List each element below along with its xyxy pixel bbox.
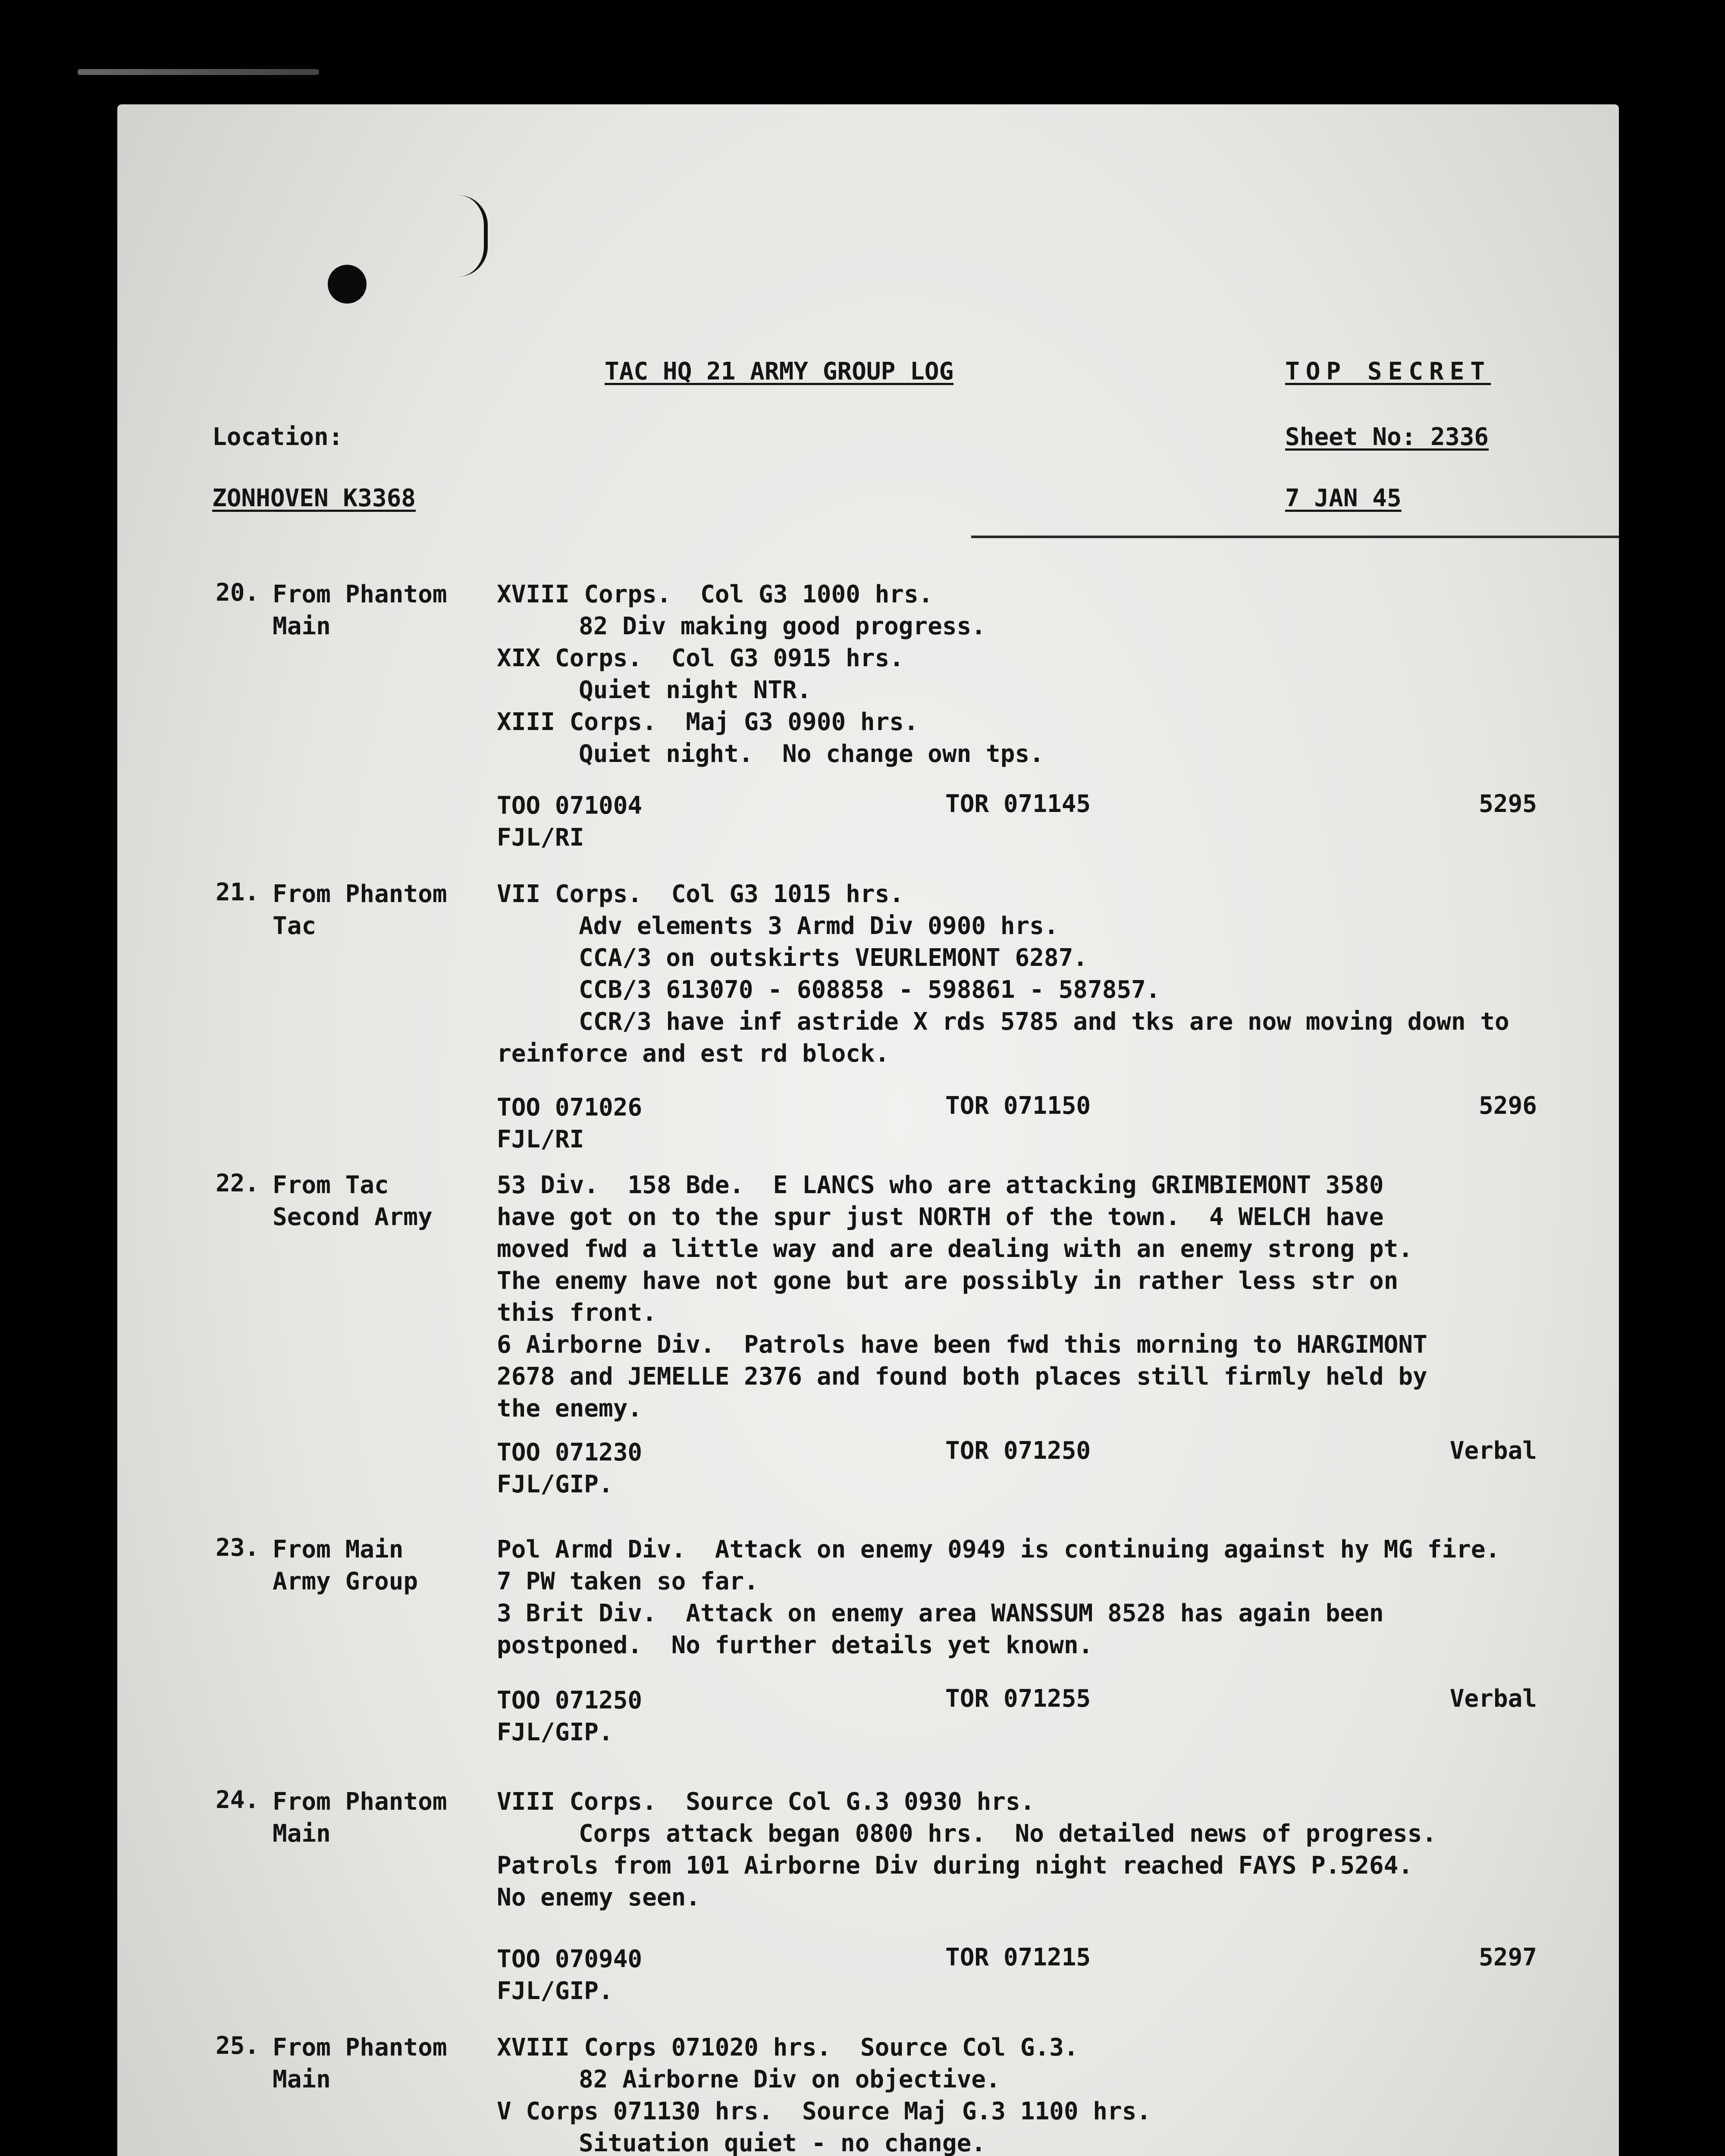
entry-line: this front. (497, 1299, 657, 1327)
entry-number: 25. (216, 2032, 260, 2060)
entry-line: The enemy have not gone but are possibly in rather less str on (497, 1267, 1399, 1295)
entry-line: reinforce and est rd block. (497, 1040, 890, 1068)
location-label: Location: (212, 423, 343, 451)
entry-line: CCB/3 613070 - 608858 - 598861 - 587857. (579, 976, 1160, 1004)
entry-line: 82 Div making good progress. (579, 612, 986, 640)
entry-source: From Phantom Main (273, 2034, 447, 2093)
entry-line: Pol Armd Div. Attack on enemy 0949 is continuing against hy MG fire. (497, 1536, 1500, 1564)
entry-number: 22. (216, 1169, 260, 1197)
entry-number: 20. (216, 579, 260, 607)
entry-source: From Phantom Main (273, 580, 447, 640)
scan-edge-mark (78, 69, 319, 75)
entry-line: CCA/3 on outskirts VEURLEMONT 6287. (579, 944, 1088, 972)
time-of-origin: TOO 071230 FJL/GIP. (497, 1438, 643, 1498)
entry-line: XIX Corps. Col G3 0915 hrs. (497, 644, 904, 672)
entry-body (497, 878, 1567, 1070)
ink-mark (436, 195, 488, 277)
entry-body (497, 1534, 1567, 1661)
entry-line: moved fwd a little way and are dealing with an enemy strong pt. (497, 1235, 1413, 1263)
entry-line: VIII Corps. Source Col G.3 0930 hrs. (497, 1788, 1035, 1816)
entry-line: the enemy. (497, 1395, 643, 1423)
time-of-origin: TOO 071026 FJL/RI (497, 1094, 643, 1153)
entry-source: From Phantom Main (273, 1788, 447, 1848)
entry-source: From Main Army Group (273, 1536, 418, 1595)
time-of-receipt: TOR 071215 (945, 1943, 1091, 1971)
entry-body (497, 1169, 1567, 1425)
entry-line: V Corps 071130 hrs. Source Maj G.3 1100 hrs. (497, 2097, 1151, 2125)
entry-line: have got on to the spur just NORTH of the town. 4 WELCH have (497, 1203, 1384, 1231)
entry-number: 24. (216, 1786, 260, 1814)
entry-line: 53 Div. 158 Bde. E LANCS who are attacking GRIMBIEMONT 3580 (497, 1171, 1384, 1199)
entry-body (497, 1786, 1567, 1914)
entry-line: Quiet night NTR. (579, 676, 812, 704)
message-reference: 5297 (1479, 1943, 1537, 1971)
entry-line: XVIII Corps 071020 hrs. Source Col G.3. (497, 2034, 1079, 2062)
entry-line: 3 Brit Div. Attack on enemy area WANSSUM 8528 has again been (497, 1599, 1384, 1627)
log-date: 7 JAN 45 (1285, 484, 1402, 512)
time-of-receipt: TOR 071150 (945, 1092, 1091, 1120)
entry-line: 2678 and JEMELLE 2376 and found both places still firmly held by (497, 1363, 1427, 1391)
entry-source: From Phantom Tac (273, 880, 447, 940)
entry-line: Corps attack began 0800 hrs. No detailed news of progress. (579, 1820, 1437, 1848)
entry-line: 82 Airborne Div on objective. (579, 2065, 1000, 2093)
entry-line: XIII Corps. Maj G3 0900 hrs. (497, 708, 919, 736)
entry-line: No enemy seen. (497, 1883, 701, 1912)
punch-hole (328, 265, 367, 304)
entry-number: 21. (216, 878, 260, 906)
document-sheet (117, 104, 1619, 2156)
entry-line: CCR/3 have inf astride X rds 5785 and tks are now moving down to (579, 1008, 1509, 1036)
entry-line: Situation quiet - no change. (579, 2129, 986, 2156)
sheet-number: Sheet No: 2336 (1285, 423, 1489, 451)
entry-line: 7 PW taken so far. (497, 1567, 759, 1595)
time-of-receipt: TOR 071250 (945, 1437, 1091, 1465)
entry-source: From Tac Second Army (273, 1171, 433, 1231)
time-of-receipt: TOR 071255 (945, 1685, 1091, 1713)
entry-number: 23. (216, 1534, 260, 1562)
classification-label: TOP SECRET (1285, 357, 1491, 385)
location-value: ZONHOVEN K3368 (212, 484, 416, 512)
message-reference: 5296 (1479, 1092, 1537, 1120)
message-reference: Verbal (1449, 1685, 1537, 1713)
message-reference: Verbal (1449, 1437, 1537, 1465)
time-of-receipt: TOR 071145 (945, 790, 1091, 818)
time-of-origin: TOO 071004 FJL/RI (497, 792, 643, 852)
entry-line: postponed. No further details yet known. (497, 1631, 1093, 1659)
header-rule (971, 536, 1619, 538)
entry-line: 6 Airborne Div. Patrols have been fwd this morning to HARGIMONT (497, 1331, 1427, 1359)
entry-body (497, 2032, 1567, 2156)
entry-line: VII Corps. Col G3 1015 hrs. (497, 880, 904, 908)
entry-line: Adv elements 3 Armd Div 0900 hrs. (579, 912, 1059, 940)
entry-line: XVIII Corps. Col G3 1000 hrs. (497, 580, 933, 608)
message-reference: 5295 (1479, 790, 1537, 818)
log-title: TAC HQ 21 ARMY GROUP LOG (605, 357, 954, 385)
entry-line: Quiet night. No change own tps. (579, 740, 1044, 768)
entry-line: Patrols from 101 Airborne Div during night reached FAYS P.5264. (497, 1852, 1413, 1880)
entry-body (497, 579, 1567, 770)
time-of-origin: TOO 070940 FJL/GIP. (497, 1945, 643, 2005)
time-of-origin: TOO 071250 FJL/GIP. (497, 1686, 643, 1746)
